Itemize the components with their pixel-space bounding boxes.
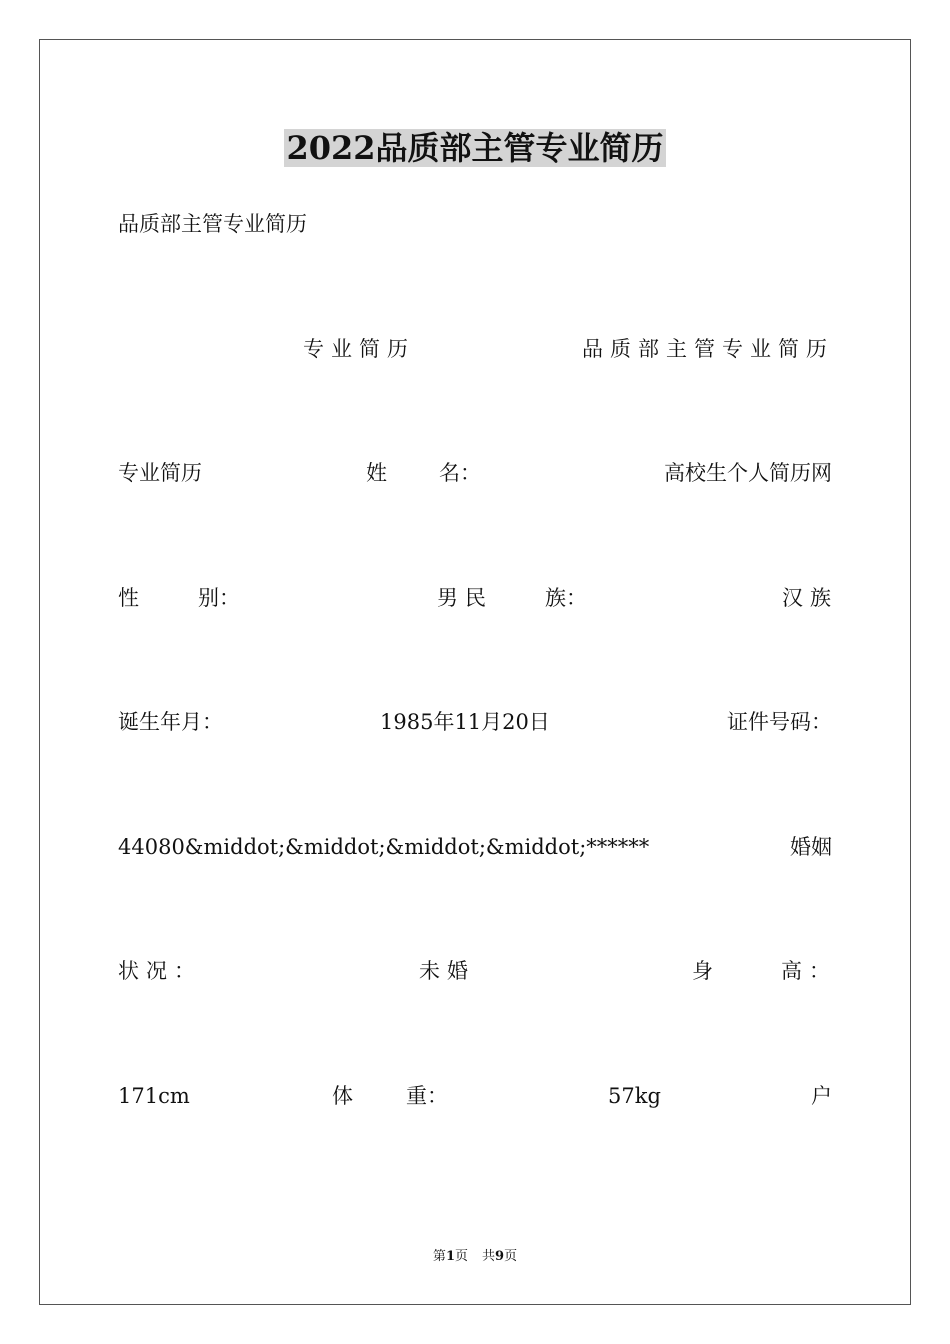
- birth-label: 诞生年月：: [118, 710, 223, 734]
- row2-label: 专业简历: [118, 461, 202, 485]
- page-footer: [0, 1248, 950, 1266]
- page-prefix: 第: [432, 1249, 446, 1264]
- name-label-part2: 名：: [439, 461, 481, 485]
- birth-value: 1985年11月20日: [380, 710, 550, 734]
- row1-label: 专业简历: [303, 337, 415, 361]
- total-pages: 9: [495, 1249, 505, 1264]
- name-value: 高校生个人简历网: [664, 461, 832, 485]
- weight-label-part1: 体: [332, 1084, 353, 1108]
- marital-label-part2: 状况：: [118, 959, 202, 983]
- page-suffix: 页: [454, 1249, 468, 1264]
- height-label-part1: 身: [692, 959, 713, 983]
- hukou-label: 户: [811, 1084, 832, 1108]
- document-subtitle: 品质部主管专业简历: [118, 212, 307, 236]
- id-number-label: 证件号码：: [727, 710, 832, 734]
- id-number-value: 44080&middot;&middot;&middot;&middot;******: [118, 835, 650, 859]
- weight-value: 57kg: [608, 1084, 661, 1108]
- gender-label-part1: 性: [118, 586, 139, 610]
- marital-value: 未婚: [419, 959, 475, 983]
- row1-value: 品质部主管专业简历: [582, 337, 834, 361]
- marital-label-part1: 婚姻: [790, 835, 832, 859]
- height-label-part2: 高：: [781, 959, 837, 983]
- gender-label-part2: 别：: [198, 586, 240, 610]
- page-number: 1: [445, 1249, 455, 1264]
- total-prefix: 共: [482, 1249, 496, 1264]
- document-title: [0, 128, 950, 168]
- ethnicity-label: 族：: [545, 586, 587, 610]
- name-label-part1: 姓: [366, 461, 387, 485]
- weight-label-part2: 重：: [406, 1084, 448, 1108]
- height-value: 171cm: [118, 1084, 190, 1108]
- gender-value: 男民: [437, 586, 493, 610]
- total-suffix: 页: [504, 1249, 518, 1264]
- ethnicity-value: 汉族: [782, 586, 838, 610]
- document-title-text: 2022品质部主管专业简历: [286, 129, 664, 167]
